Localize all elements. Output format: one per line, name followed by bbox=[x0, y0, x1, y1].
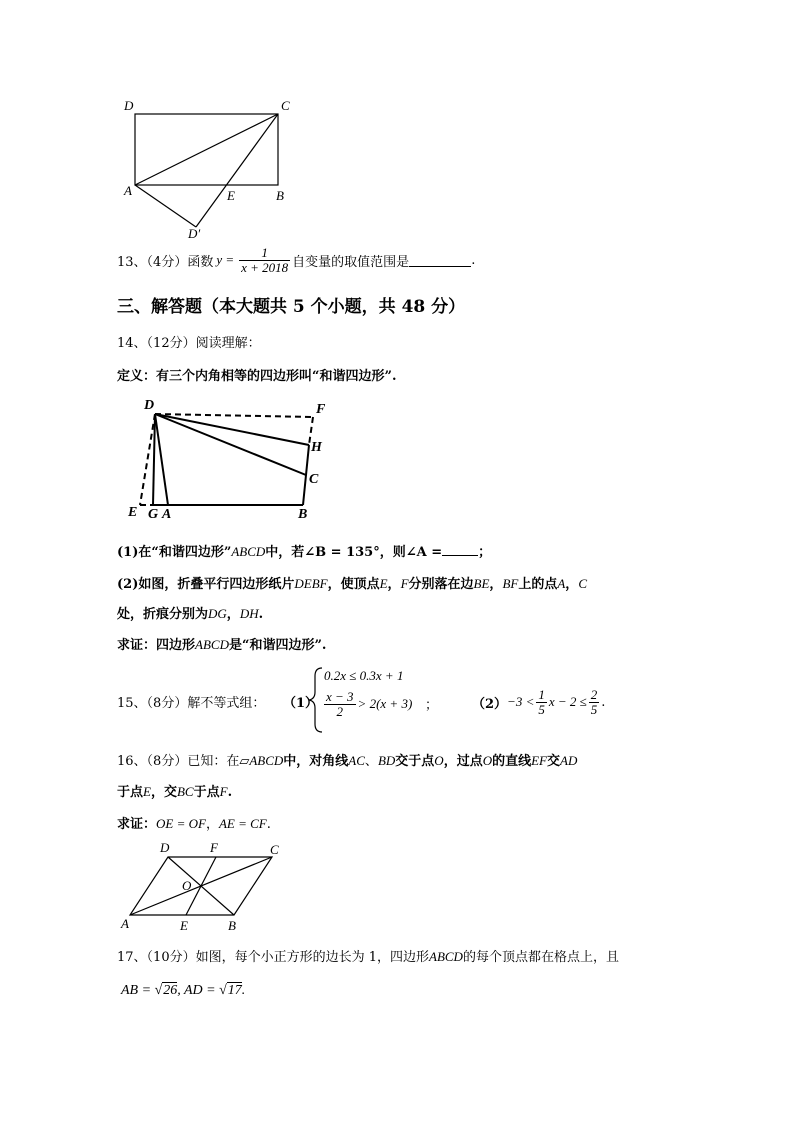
sqrt-sign: √ bbox=[154, 983, 163, 998]
q15-p2-frac2-num: 2 bbox=[590, 687, 598, 702]
fig3-label-c: C bbox=[270, 842, 279, 857]
q16-prove-a: 求证： bbox=[117, 817, 157, 832]
q16-l1-c: 中，对角线 bbox=[283, 754, 349, 769]
fig2-label-a: A bbox=[162, 507, 172, 522]
q16-l1-e: 、 bbox=[364, 754, 378, 769]
q14-part1-a: (1)在“和谐四边形” bbox=[117, 545, 232, 560]
q17-l2-a: AB = bbox=[121, 983, 152, 998]
q15-ineq2-rest: > 2(x + 3) bbox=[357, 696, 413, 712]
fig2-label-h: H bbox=[311, 440, 322, 455]
q14-p2-k: 上的点 bbox=[518, 577, 558, 592]
q16-prove-e: . bbox=[266, 817, 271, 832]
q17-l1-c: 的每个顶点都在格点上，且 bbox=[462, 950, 619, 965]
q14-part1-d: ； bbox=[478, 545, 492, 560]
q16-prove-c: ， bbox=[205, 817, 219, 832]
label-d: D bbox=[124, 98, 134, 113]
fig3-label-f: F bbox=[210, 840, 218, 855]
q14-p2l2-a: 处，折痕分别为 bbox=[117, 607, 209, 622]
fig2-label-f: F bbox=[316, 402, 326, 417]
fig2-label-b: B bbox=[298, 507, 308, 522]
q14-p2-j: BF bbox=[502, 576, 519, 591]
q17-l2-d: 17 bbox=[227, 983, 242, 998]
q16-l2-a: 于点 bbox=[117, 785, 144, 800]
q14-p2-n: C bbox=[578, 576, 587, 591]
q13-denominator: x + 2018 bbox=[241, 259, 289, 275]
q17-line2 bbox=[121, 983, 245, 999]
label-a: A bbox=[124, 183, 132, 198]
fig3-label-e: E bbox=[180, 918, 188, 933]
fig3-label-d: D bbox=[160, 840, 170, 855]
q16-l1-d: AC bbox=[348, 753, 365, 768]
fig3-label-b: B bbox=[228, 918, 236, 933]
q15-p2-c: . bbox=[601, 694, 606, 710]
q16-l1-a: 16、（8分）已知：在 bbox=[117, 754, 240, 769]
q17-l2-b: 26 bbox=[163, 983, 178, 998]
label-b: B bbox=[276, 188, 284, 203]
q14-p2-d: E bbox=[379, 576, 388, 591]
q13-prefix: 13、（4分）函数 bbox=[117, 254, 214, 270]
q14-p2-c: ，使顶点 bbox=[327, 577, 380, 592]
q15-intro: 15、（8分）解不等式组： bbox=[117, 696, 266, 711]
q14-part1-c: 中，若∠B = 135°，则∠A = bbox=[265, 545, 443, 560]
fig2-label-c: C bbox=[309, 472, 319, 487]
fig2-label-g: G bbox=[148, 507, 159, 522]
q14-prove-b: ABCD bbox=[195, 637, 229, 652]
q14-definition: 定义：有三个内角相等的四边形叫“和谐四边形”. bbox=[117, 369, 397, 384]
q15-ineq1: 0.2x ≤ 0.3x + 1 bbox=[324, 668, 404, 683]
fig2-label-d: D bbox=[144, 398, 155, 413]
q14-p2-e: ， bbox=[387, 577, 401, 592]
q14-p2l2-b: DG bbox=[208, 606, 227, 621]
q16-l1-j: O bbox=[482, 753, 493, 768]
q14-prove-c: 是“和谐四边形”. bbox=[228, 638, 327, 653]
q16-l2-c: ，交 bbox=[150, 785, 177, 800]
q14-p2l2-d: DH bbox=[239, 606, 259, 621]
q14-p2-i: ， bbox=[489, 577, 503, 592]
q16-l2-b: E bbox=[143, 784, 151, 799]
q13-end: . bbox=[471, 252, 476, 268]
q16-l2-e: 于点 bbox=[193, 785, 220, 800]
q16-l1-l: EF bbox=[531, 753, 547, 768]
q15-frac-den: 2 bbox=[336, 703, 344, 719]
q13-numerator: 1 bbox=[239, 246, 290, 261]
q16-prove-b: OE = OF bbox=[156, 816, 206, 831]
q15-p2-frac1-den: 5 bbox=[538, 701, 545, 717]
section-3-heading: 三、解答题（本大题共 5 个小题，共 48 分） bbox=[117, 297, 466, 317]
q15-p2-frac2-den: 5 bbox=[590, 701, 598, 717]
q14-intro: 14、（12分）阅读理解： bbox=[117, 336, 261, 351]
q17-l1-a: 17、（10分）如图，每个小正方形的边长为 1，四边形 bbox=[117, 950, 429, 965]
q14-p2-a: (2)如图，折叠平行四边形纸片 bbox=[117, 577, 295, 592]
q16-l1-b: ▱ABCD bbox=[239, 753, 284, 768]
fig3-label-o: O bbox=[182, 878, 192, 893]
q14-part1-b: ABCD bbox=[231, 544, 266, 559]
q15-p2-a: −3 < bbox=[507, 694, 535, 710]
fig3-label-a: A bbox=[121, 916, 129, 931]
q17-l1-b: ABCD bbox=[429, 949, 463, 964]
q16-prove-d: AE = CF bbox=[218, 816, 267, 831]
sqrt-sign-2: √ bbox=[219, 983, 227, 998]
q14-p2-g: 分别落在边 bbox=[408, 577, 474, 592]
q14-p2-f: F bbox=[400, 576, 409, 591]
q16-l1-h: O bbox=[434, 753, 444, 768]
label-c: C bbox=[281, 98, 290, 113]
q15-p2-frac1-num: 1 bbox=[538, 687, 545, 702]
q14-p2-l: A bbox=[557, 576, 566, 591]
q14-p2l2-c: ， bbox=[226, 607, 240, 622]
q13-y-eq: y = bbox=[216, 252, 235, 268]
q17-l2-c: , AD = bbox=[177, 983, 216, 998]
q16-l1-k: 的直线 bbox=[492, 754, 532, 769]
fig2-label-e: E bbox=[128, 505, 138, 520]
q13-suffix: 自变量的取值范围是 bbox=[292, 254, 410, 270]
q16-l1-n: AD bbox=[560, 753, 578, 768]
q14-p2-m: ， bbox=[565, 577, 579, 592]
q16-l1-i: ，过点 bbox=[443, 754, 483, 769]
q15-p2-b: x − 2 ≤ bbox=[548, 694, 587, 710]
q17-l2-e: . bbox=[241, 983, 246, 998]
q15-p1-label: （1） bbox=[283, 696, 319, 711]
q15-sep: ； bbox=[425, 698, 439, 713]
q15-p2-label: （2） bbox=[472, 696, 508, 712]
q15-frac-num: x − 3 bbox=[326, 689, 354, 704]
q14-p2l2-e: . bbox=[258, 607, 264, 622]
label-e: E bbox=[227, 188, 235, 203]
q16-l2-g: . bbox=[227, 785, 233, 800]
q16-l1-m: 交 bbox=[547, 754, 561, 769]
q16-l2-f: F bbox=[219, 784, 228, 799]
q14-prove-a: 求证：四边形 bbox=[117, 638, 196, 653]
q16-l2-d: BC bbox=[176, 784, 194, 799]
q16-l1-g: 交于点 bbox=[395, 754, 435, 769]
q17-line1 bbox=[117, 946, 619, 965]
label-d-prime: D′ bbox=[188, 226, 201, 241]
q14-p2-h: BE bbox=[473, 576, 490, 591]
q16-l1-f: BD bbox=[377, 753, 396, 768]
q14-p2-b: DEBF bbox=[294, 576, 328, 591]
